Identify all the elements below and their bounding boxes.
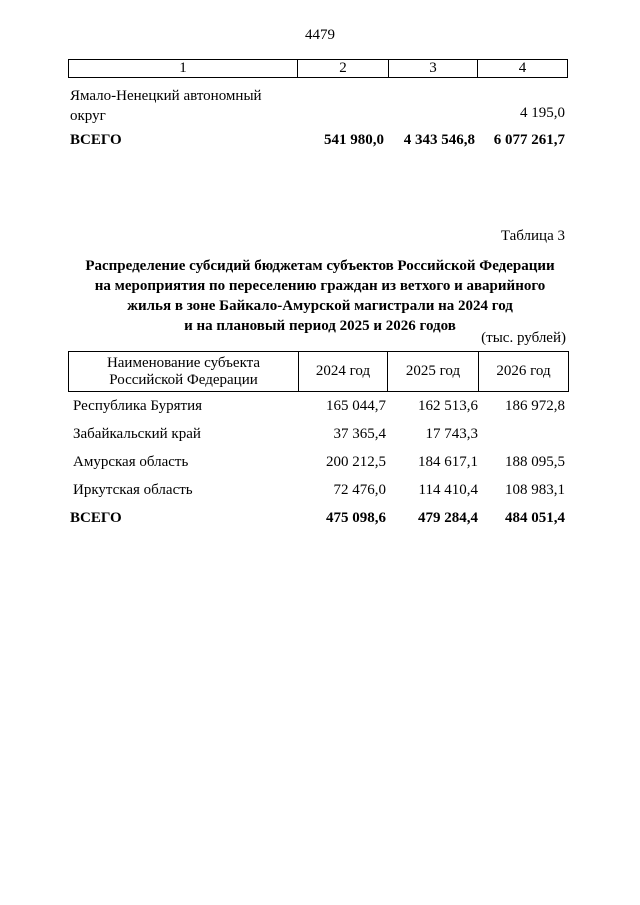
row-name-amur: Амурская область <box>73 454 189 470</box>
row-name-irkutsk: Иркутская область <box>73 482 193 498</box>
row-amur-2025: 184 617,1 <box>418 454 478 470</box>
continuation-row-value-col4: 4 195,0 <box>520 105 565 121</box>
row-irkutsk-2024: 72 476,0 <box>333 482 386 498</box>
table-title-line-3: жилья в зоне Байкало-Амурской магистрали на 2024 год <box>127 298 513 314</box>
column-number-1: 1 <box>69 60 298 77</box>
header-year-2025: 2025 год <box>388 352 479 391</box>
continuation-table-header <box>68 59 568 78</box>
continuation-row-name-line1: Ямало-Ненецкий автономный <box>70 88 262 104</box>
table-title <box>60 256 580 336</box>
continuation-total-label: ВСЕГО <box>70 132 122 148</box>
table3-total-2024: 475 098,6 <box>326 510 386 526</box>
table3-header <box>68 351 569 392</box>
row-zabaykalsky-2025: 17 743,3 <box>425 426 478 442</box>
row-buryatia-2025: 162 513,6 <box>418 398 478 414</box>
table-number: Таблица 3 <box>500 228 565 244</box>
table3-total-2025: 479 284,4 <box>418 510 478 526</box>
column-number-4: 4 <box>518 60 527 76</box>
row-amur-2024: 200 212,5 <box>326 454 386 470</box>
table-title-line-1: Распределение субсидий бюджетам субъектов Российской Федерации <box>85 258 555 274</box>
header-year-2026: 2026 год <box>496 363 551 379</box>
table3-total-label: ВСЕГО <box>70 510 122 526</box>
continuation-row-name-line2: округ <box>70 108 106 124</box>
row-name-zabaykalsky: Забайкальский край <box>73 426 201 442</box>
column-number-2: 2 <box>298 60 389 77</box>
continuation-total-col3: 4 343 546,8 <box>403 132 475 148</box>
header-subject-name-line2: Российской Федерации <box>109 371 258 388</box>
continuation-total-col2: 541 980,0 <box>324 132 384 148</box>
header-year-2024: 2024 год <box>299 352 388 391</box>
row-buryatia-2026: 186 972,8 <box>505 398 565 414</box>
continuation-total-col4: 6 077 261,7 <box>493 132 565 148</box>
page-number: 4479 <box>305 27 335 43</box>
units-note: (тыс. рублей) <box>481 330 566 346</box>
table-title-line-4: и на плановый период 2025 и 2026 годов <box>184 318 456 334</box>
table-title-line-2: на мероприятия по переселению граждан из ветхого и аварийного <box>94 278 546 294</box>
header-subject-name <box>69 352 299 391</box>
row-buryatia-2024: 165 044,7 <box>326 398 386 414</box>
row-name-buryatia: Республика Бурятия <box>73 398 203 414</box>
row-irkutsk-2025: 114 410,4 <box>418 482 478 498</box>
header-subject-name-line1: Наименование субъекта <box>106 354 261 371</box>
row-irkutsk-2026: 108 983,1 <box>505 482 565 498</box>
row-amur-2026: 188 095,5 <box>505 454 565 470</box>
table3-total-2026: 484 051,4 <box>505 510 565 526</box>
row-zabaykalsky-2024: 37 365,4 <box>333 426 386 442</box>
column-number-3: 3 <box>389 60 478 77</box>
